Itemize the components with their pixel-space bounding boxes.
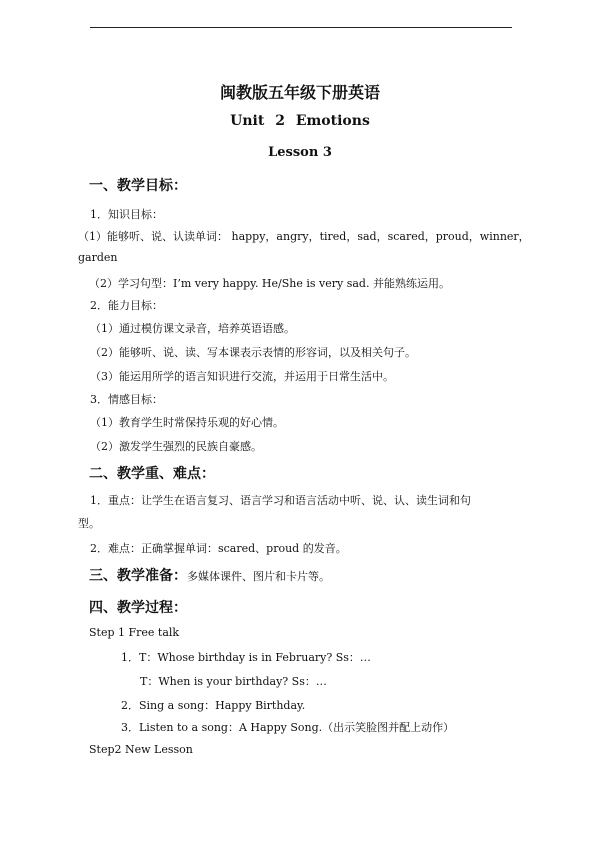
emotion-item-1: （1）教育学生时常保持乐观的好心情。	[90, 416, 284, 429]
emotion-item-2: （2）激发学生强烈的民族自豪感。	[90, 440, 262, 453]
ability-item-3: （3）能运用所学的语言知识进行交流，并运用于日常生活中。	[90, 370, 394, 383]
ability-item-1: （1）通过模仿课文录音，培养英语语感。	[90, 322, 295, 335]
ability-objective-label: 2．能力目标：	[90, 299, 163, 312]
step-2-heading: Step2 New Lesson	[89, 743, 193, 756]
emotion-objective-label: 3．情感目标：	[90, 393, 163, 406]
document-title: 闽教版五年级下册英语	[219, 83, 380, 102]
step-1-item-1: 1．T：Whose birthday is in February? Ss：…	[121, 651, 371, 664]
preparation-line	[89, 565, 330, 585]
key-point-cont: 型。	[78, 517, 100, 530]
header-rule	[90, 27, 512, 28]
section-heading-process: 四、教学过程：	[89, 600, 187, 616]
preparation-text: 多媒体课件、图片和卡片等。	[187, 570, 330, 583]
unit-title: Unit 2 Emotions	[230, 113, 370, 129]
step-1-heading: Step 1 Free talk	[89, 626, 180, 639]
knowledge-item-1-cont: garden	[78, 251, 118, 264]
difficult-point: 2．难点：正确掌握单词：scared、proud 的发音。	[90, 542, 347, 555]
knowledge-objective-label: 1．知识目标：	[90, 208, 163, 221]
knowledge-item-2: （2）学习句型：I’m very happy. He/She is very sad. 并能熟练运用。	[89, 277, 450, 290]
lesson-title: Lesson 3	[268, 145, 332, 160]
step-1-item-2: 2．Sing a song：Happy Birthday.	[121, 699, 306, 712]
knowledge-item-1: （1）能够听、说、认读单词： happy，angry，tired，sad，scared，proud，winner，	[78, 230, 530, 243]
section-heading-objectives: 一、教学目标：	[89, 178, 187, 194]
ability-item-2: （2）能够听、说、读、写本课表示表情的形容词，以及相关句子。	[90, 346, 416, 359]
section-heading-preparation: 三、教学准备：	[89, 568, 187, 584]
section-heading-key-points: 二、教学重、难点：	[89, 466, 215, 482]
step-1-item-1-b: T：When is your birthday? Ss：…	[140, 675, 327, 688]
key-point: 1．重点：让学生在语言复习、语言学习和语言活动中听、说、认、读生词和句	[90, 494, 471, 507]
step-1-item-3: 3．Listen to a song：A Happy Song.（出示笑脸图并配上动作）	[121, 721, 455, 734]
